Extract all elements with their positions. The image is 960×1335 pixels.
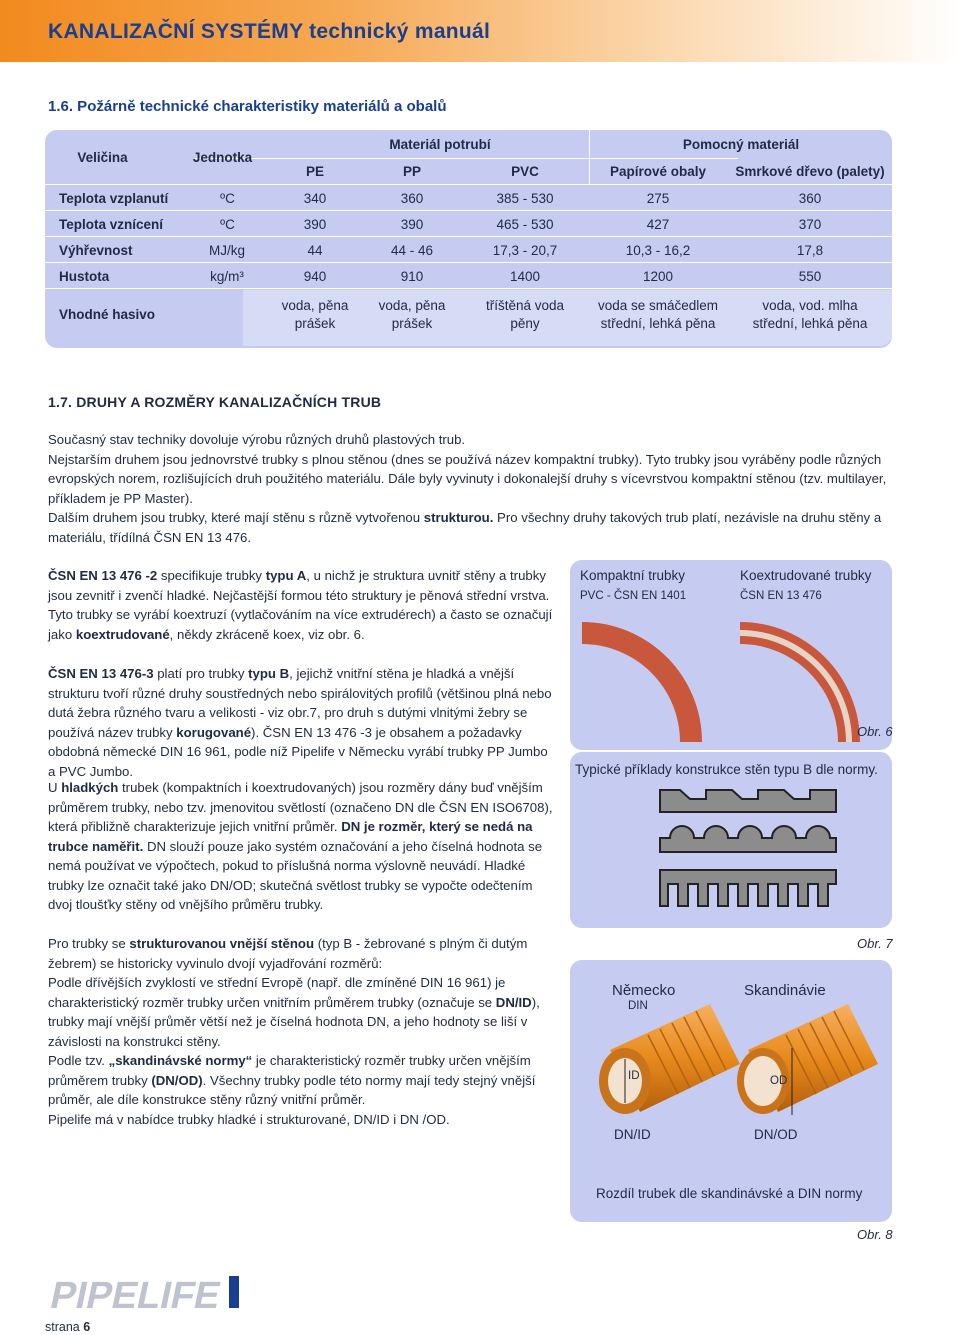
sub-header-pe: PE bbox=[305, 164, 324, 179]
grid-line bbox=[45, 288, 892, 289]
scandinavian-pipe-illustration bbox=[737, 1004, 878, 1115]
table-cell: prášek bbox=[391, 316, 433, 331]
table-cell: voda, pěna bbox=[378, 298, 446, 313]
table-cell: voda, vod. mlha bbox=[762, 298, 858, 313]
section-17-title: 1.7. DRUHY A ROZMĚRY KANALIZAČNÍCH TRUB bbox=[48, 394, 382, 410]
row-name: Vhodné hasivo bbox=[59, 307, 156, 322]
fig6-left-title: Kompaktní trubky bbox=[580, 568, 686, 583]
table-cell: voda, pěna bbox=[281, 298, 349, 313]
intro-line: Současný stav techniky dovoluje výrobu různých druhů plastových trub. bbox=[48, 432, 466, 447]
footer-label: strana bbox=[45, 1320, 80, 1334]
table-cell: 275 bbox=[646, 191, 670, 206]
table-cell: 385 - 530 bbox=[496, 191, 554, 206]
col-unit-header: Jednotka bbox=[192, 150, 253, 165]
table-cell: 427 bbox=[646, 217, 670, 232]
group-pipe-header: Materiál potrubí bbox=[389, 137, 491, 152]
table-cell: 360 bbox=[798, 191, 822, 206]
fig8-id-label: ID bbox=[628, 1070, 640, 1082]
table-cell: 17,3 - 20,7 bbox=[492, 243, 558, 258]
fig6-caption: Obr. 6 bbox=[857, 724, 893, 739]
fig8-left-bottom-label: DN/ID bbox=[614, 1127, 651, 1142]
wall-profile-hollow-rib bbox=[660, 790, 836, 812]
intro-line: Nejstarším druhem jsou jednovrstvé trubky s plnou stěnou (dnes se používá název kompaktní trubky). Tyto trubky jsou vyráběny podle různých evropských norem, rozlišujících druh použitého materiálu. Dále byly vyvinuty i dokonalejší druhy s vícevrstvou kompaktní stěnou (tzv. multilayer, příkladem je PP Master). bbox=[48, 451, 887, 506]
intro-line: Dalším druhem jsou trubky, které mají stěnu s různě vytvořenou strukturou. Pro všechny druhy takových trub platí, nezávisle na druhu stěny a materiálu, třídílná ČSN EN 13 476. bbox=[48, 510, 882, 545]
table-cell: 1400 bbox=[509, 269, 541, 284]
logo-wordmark: PIPELIFE bbox=[46, 1274, 225, 1316]
sub-header-pvc: PVC bbox=[511, 164, 539, 179]
row-name: Teplota vzplanutí bbox=[59, 191, 169, 206]
fig8-description: Rozdíl trubek dle skandinávské a DIN normy bbox=[596, 1186, 863, 1201]
table-cell: prášek bbox=[294, 316, 336, 331]
wall-profile-solid-rib bbox=[660, 870, 836, 906]
sub-header-paper: Papírové obaly bbox=[609, 164, 707, 179]
fig8-right-bottom-label: DN/OD bbox=[754, 1127, 798, 1142]
fig7-caption: Obr. 7 bbox=[857, 936, 893, 951]
page-footer bbox=[45, 1320, 90, 1334]
fig8-right-title: Skandinávie bbox=[744, 982, 826, 999]
row-unit: kg/m³ bbox=[210, 269, 244, 284]
table-cell: 44 - 46 bbox=[390, 243, 434, 258]
fig6-left-subtitle: PVC - ČSN EN 1401 bbox=[580, 590, 687, 602]
smooth-pipes-paragraph: U hladkých trubek (kompaktních i koextrudovaných) jsou rozměry dány buď vnějším průměrem trubky, nebo tzv. jmenovitou světlostí (označeno DN dle ČSN EN ISO6708), která přibližně charakterizuje jejich vnitřní průměr. DN je rozměr, který se nedá na trubce naměřit. DN slouží pouze jako systém označování a jeho číselná hodnota se nemá používat ve výpočtech, pokud to příslušná norma výslovně neuvádí. Hladké trubky lze označit také jako DN/OD; skutečná světlost trubky se vypočte odečtením dvoj tloušťky stěny od vnějšího průměru trubky. bbox=[48, 780, 553, 912]
fig7-title: Typické příklady konstrukce stěn typu B dle normy. bbox=[575, 762, 878, 777]
table-cell: 940 bbox=[303, 269, 327, 284]
table-cell: 370 bbox=[798, 217, 822, 232]
table-cell: 10,3 - 16,2 bbox=[625, 243, 691, 258]
sub-header-pp: PP bbox=[402, 164, 421, 179]
fig8-left-title: Německo bbox=[612, 982, 676, 999]
sub-header-wood: Smrkové dřevo (palety) bbox=[735, 164, 885, 179]
wall-profile-round-rib bbox=[660, 826, 836, 852]
grid-line bbox=[45, 262, 892, 263]
col-quantity-header: Veličina bbox=[77, 150, 128, 165]
logo-accent bbox=[229, 1276, 239, 1308]
fig8-od-label: OD bbox=[770, 1075, 788, 1087]
section-16-title: 1.6. Požárně technické charakteristiky materiálů a obalů bbox=[48, 98, 447, 115]
fig6-drawing bbox=[570, 560, 892, 750]
table-cell: 340 bbox=[303, 191, 327, 206]
row-name: Výhřevnost bbox=[59, 243, 133, 258]
figure-7-panel bbox=[570, 752, 892, 928]
din-pipe-illustration bbox=[599, 1004, 740, 1114]
table-cell: 550 bbox=[798, 269, 822, 284]
table-cell: střední, lehká pěna bbox=[752, 316, 868, 331]
fig8-caption: Obr. 8 bbox=[857, 1227, 893, 1242]
table-cell: 390 bbox=[400, 217, 424, 232]
coextruded-pipe-wall-shape bbox=[740, 622, 860, 742]
fig8-drawing bbox=[570, 960, 892, 1222]
structured-pipes-paragraph: Pro trubky se strukturovanou vnější stěnou (typ B - žebrované s plným či dutým žebrem) se historicky vyvinulo dvojí vyjadřování rozměrů: Podle dřívějších zvyklostí ve střední Evropě (např. dle zmíněné DIN 16 961) je charakteristický rozměr trubky určen vnitřním průměrem trubky (označuje se DN/ID), trubky mají vnější průměr větší než je číselná hodnota DN, a jeho hodnoty se liší v závislosti na konstrukci stěny. Podle tzv. „skandinávské normy“ je charakteristický rozměr trubky určen vnějším průměrem trubky (DN/OD). Všechny trubky podle této normy mají tedy stejný vnější průměr, ale díle konstrukce stěny různý vnitřní průměr. Pipelife má v nabídce trubky hladké i strukturované, DN/ID i DN /OD. bbox=[48, 936, 540, 1127]
fire-characteristics-table bbox=[45, 130, 892, 348]
compact-pipe-wall-shape bbox=[582, 622, 702, 742]
table-cell: 910 bbox=[400, 269, 424, 284]
fig8-left-subtitle: DIN bbox=[628, 1000, 648, 1012]
grid-line bbox=[45, 236, 892, 237]
row-name: Teplota vznícení bbox=[59, 217, 164, 232]
row-name: Hustota bbox=[59, 269, 110, 284]
intro-paragraph bbox=[48, 430, 893, 547]
table-cell: 360 bbox=[400, 191, 424, 206]
page-header bbox=[0, 0, 960, 62]
group-aux-header: Pomocný materiál bbox=[682, 137, 800, 152]
fig6-right-subtitle: ČSN EN 13 476 bbox=[740, 590, 822, 602]
fig7-drawing bbox=[570, 752, 892, 928]
table-cell: 44 bbox=[307, 243, 323, 258]
grid-line bbox=[45, 210, 892, 211]
grid-line bbox=[45, 184, 892, 185]
table-cell: voda se smáčedlem bbox=[597, 298, 719, 313]
table-cell: 17,8 bbox=[796, 243, 824, 258]
table-cell: 390 bbox=[303, 217, 327, 232]
fig6-right-title: Koextrudované trubky bbox=[740, 568, 872, 583]
row-unit: MJ/kg bbox=[208, 243, 245, 258]
table-cell: pěny bbox=[510, 316, 540, 331]
type-b-paragraph: ČSN EN 13 476-3 platí pro trubky typu B, jejichž vnitřní stěna je hladká a vnější strukturu tvoří různé druhy soustředných nebo spirálovitých profilů (většinou plná nebo dutá žebra různého tvaru a velikosti - viz obr.7, pro druh s dutými vlnitými žebry se používá název trubky korugované). ČSN EN 13 476 -3 je obsahem a požadavky obdobná německé DIN 16 961, podle níž Pipelife v Německu vyrábí trubky PP Jumbo a PVC Jumbo. bbox=[48, 666, 552, 779]
header-title: KANALIZAČNÍ SYSTÉMY technický manuál bbox=[48, 20, 491, 43]
table-cell: tříštěná voda bbox=[485, 298, 565, 313]
figure-8-panel bbox=[570, 960, 892, 1222]
pipelife-logo bbox=[45, 1268, 250, 1316]
table-cell: 465 - 530 bbox=[496, 217, 554, 232]
foam-core-layer bbox=[740, 630, 852, 742]
table-cell: 1200 bbox=[642, 269, 674, 284]
pipelife-logo-graphic bbox=[45, 1268, 250, 1316]
table-cell: střední, lehká pěna bbox=[600, 316, 716, 331]
type-a-paragraph: ČSN EN 13 476 -2 specifikuje trubky typu A, u nichž je struktura uvnitř stěny a trubky jsou zevnitř i zvenčí hladké. Nejčastější formou této struktury je pěnová střední vrstva. Tyto trubky se vyrábí koextruzí (vytlačováním na více extrudérech) a často se označují jako koextrudované, někdy zkráceně koex, viz obr. 6. bbox=[48, 568, 553, 642]
figure-6-panel bbox=[570, 560, 892, 750]
row-unit: ºC bbox=[220, 191, 235, 206]
page-number: 6 bbox=[83, 1320, 91, 1334]
row-unit: ºC bbox=[220, 217, 235, 232]
